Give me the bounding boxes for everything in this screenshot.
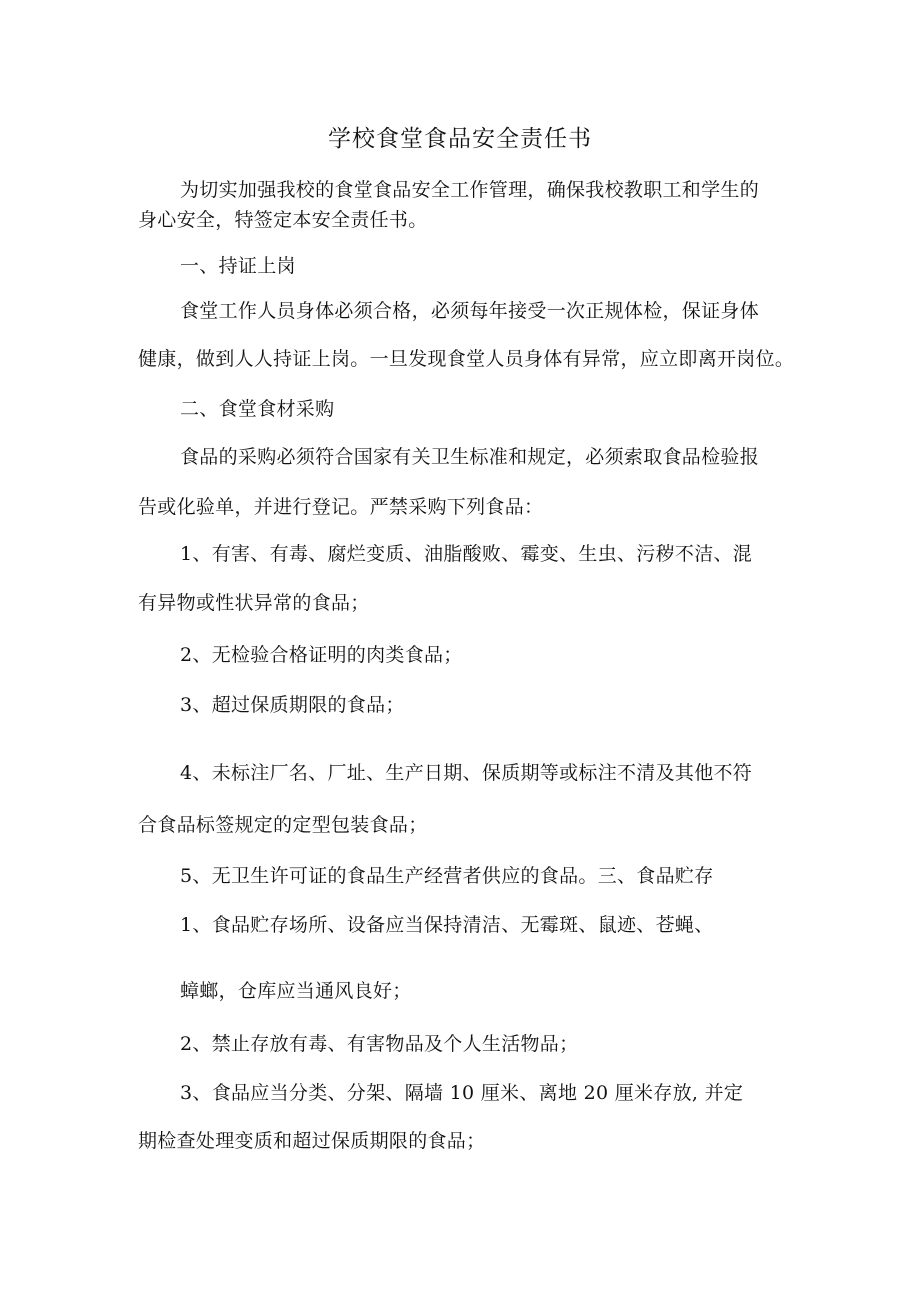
section1-body-line-1: 食堂工作人员身体必须合格，必须每年接受一次正规体检，保证身体 <box>180 300 760 322</box>
document-title: 学校食堂食品安全责任书 <box>328 126 592 152</box>
section2-body-line-2: 告或化验单，并进行登记。严禁采购下列食品： <box>138 496 544 518</box>
section3-item-3-line-1: 3、食品应当分类、分架、隔墙 10 厘米、离地 20 厘米存放, 并定 <box>180 1082 744 1104</box>
section2-item-2: 2、无检验合格证明的肉类食品； <box>180 644 463 666</box>
section1-body-line-2: 健康，做到人人持证上岗。一旦发现食堂人员身体有异常，应立即离开岗位。 <box>138 348 795 370</box>
section2-item-1-line-1: 1、有害、有毒、腐烂变质、油脂酸败、霉变、生虫、污秽不洁、混 <box>180 543 753 565</box>
section3-item-1-line-1: 1、食品贮存场所、设备应当保持清洁、无霉斑、鼠迹、苍蝇、 <box>180 914 714 936</box>
section2-item-1-line-2: 有异物或性状异常的食品； <box>138 592 370 614</box>
section3-item-2: 2、禁止存放有毒、有害物品及个人生活物品； <box>180 1033 579 1055</box>
section2-item-5: 5、无卫生许可证的食品生产经营者供应的食品。三、食品贮存 <box>180 865 714 887</box>
section2-heading: 二、食堂食材采购 <box>180 398 335 420</box>
section3-item-3-line-2: 期检查处理变质和超过保质期限的食品； <box>138 1130 486 1152</box>
section1-heading: 一、持证上岗 <box>180 255 296 277</box>
section3-item-1-line-2: 蟑螂，仓库应当通风良好； <box>180 980 412 1002</box>
section2-item-4-line-1: 4、未标注厂名、厂址、生产日期、保质期等或标注不清及其他不符 <box>180 762 753 784</box>
section2-body-line-1: 食品的采购必须符合国家有关卫生标准和规定，必须索取食品检验报 <box>180 446 760 468</box>
section2-item-4-line-2: 合食品标签规定的定型包装食品； <box>138 814 428 836</box>
intro-line-2: 身心安全，特签定本安全责任书。 <box>138 209 428 231</box>
section2-item-3: 3、超过保质期限的食品； <box>180 694 405 716</box>
intro-line-1: 为切实加强我校的食堂食品安全工作管理，确保我校教职工和学生的 <box>180 179 760 201</box>
